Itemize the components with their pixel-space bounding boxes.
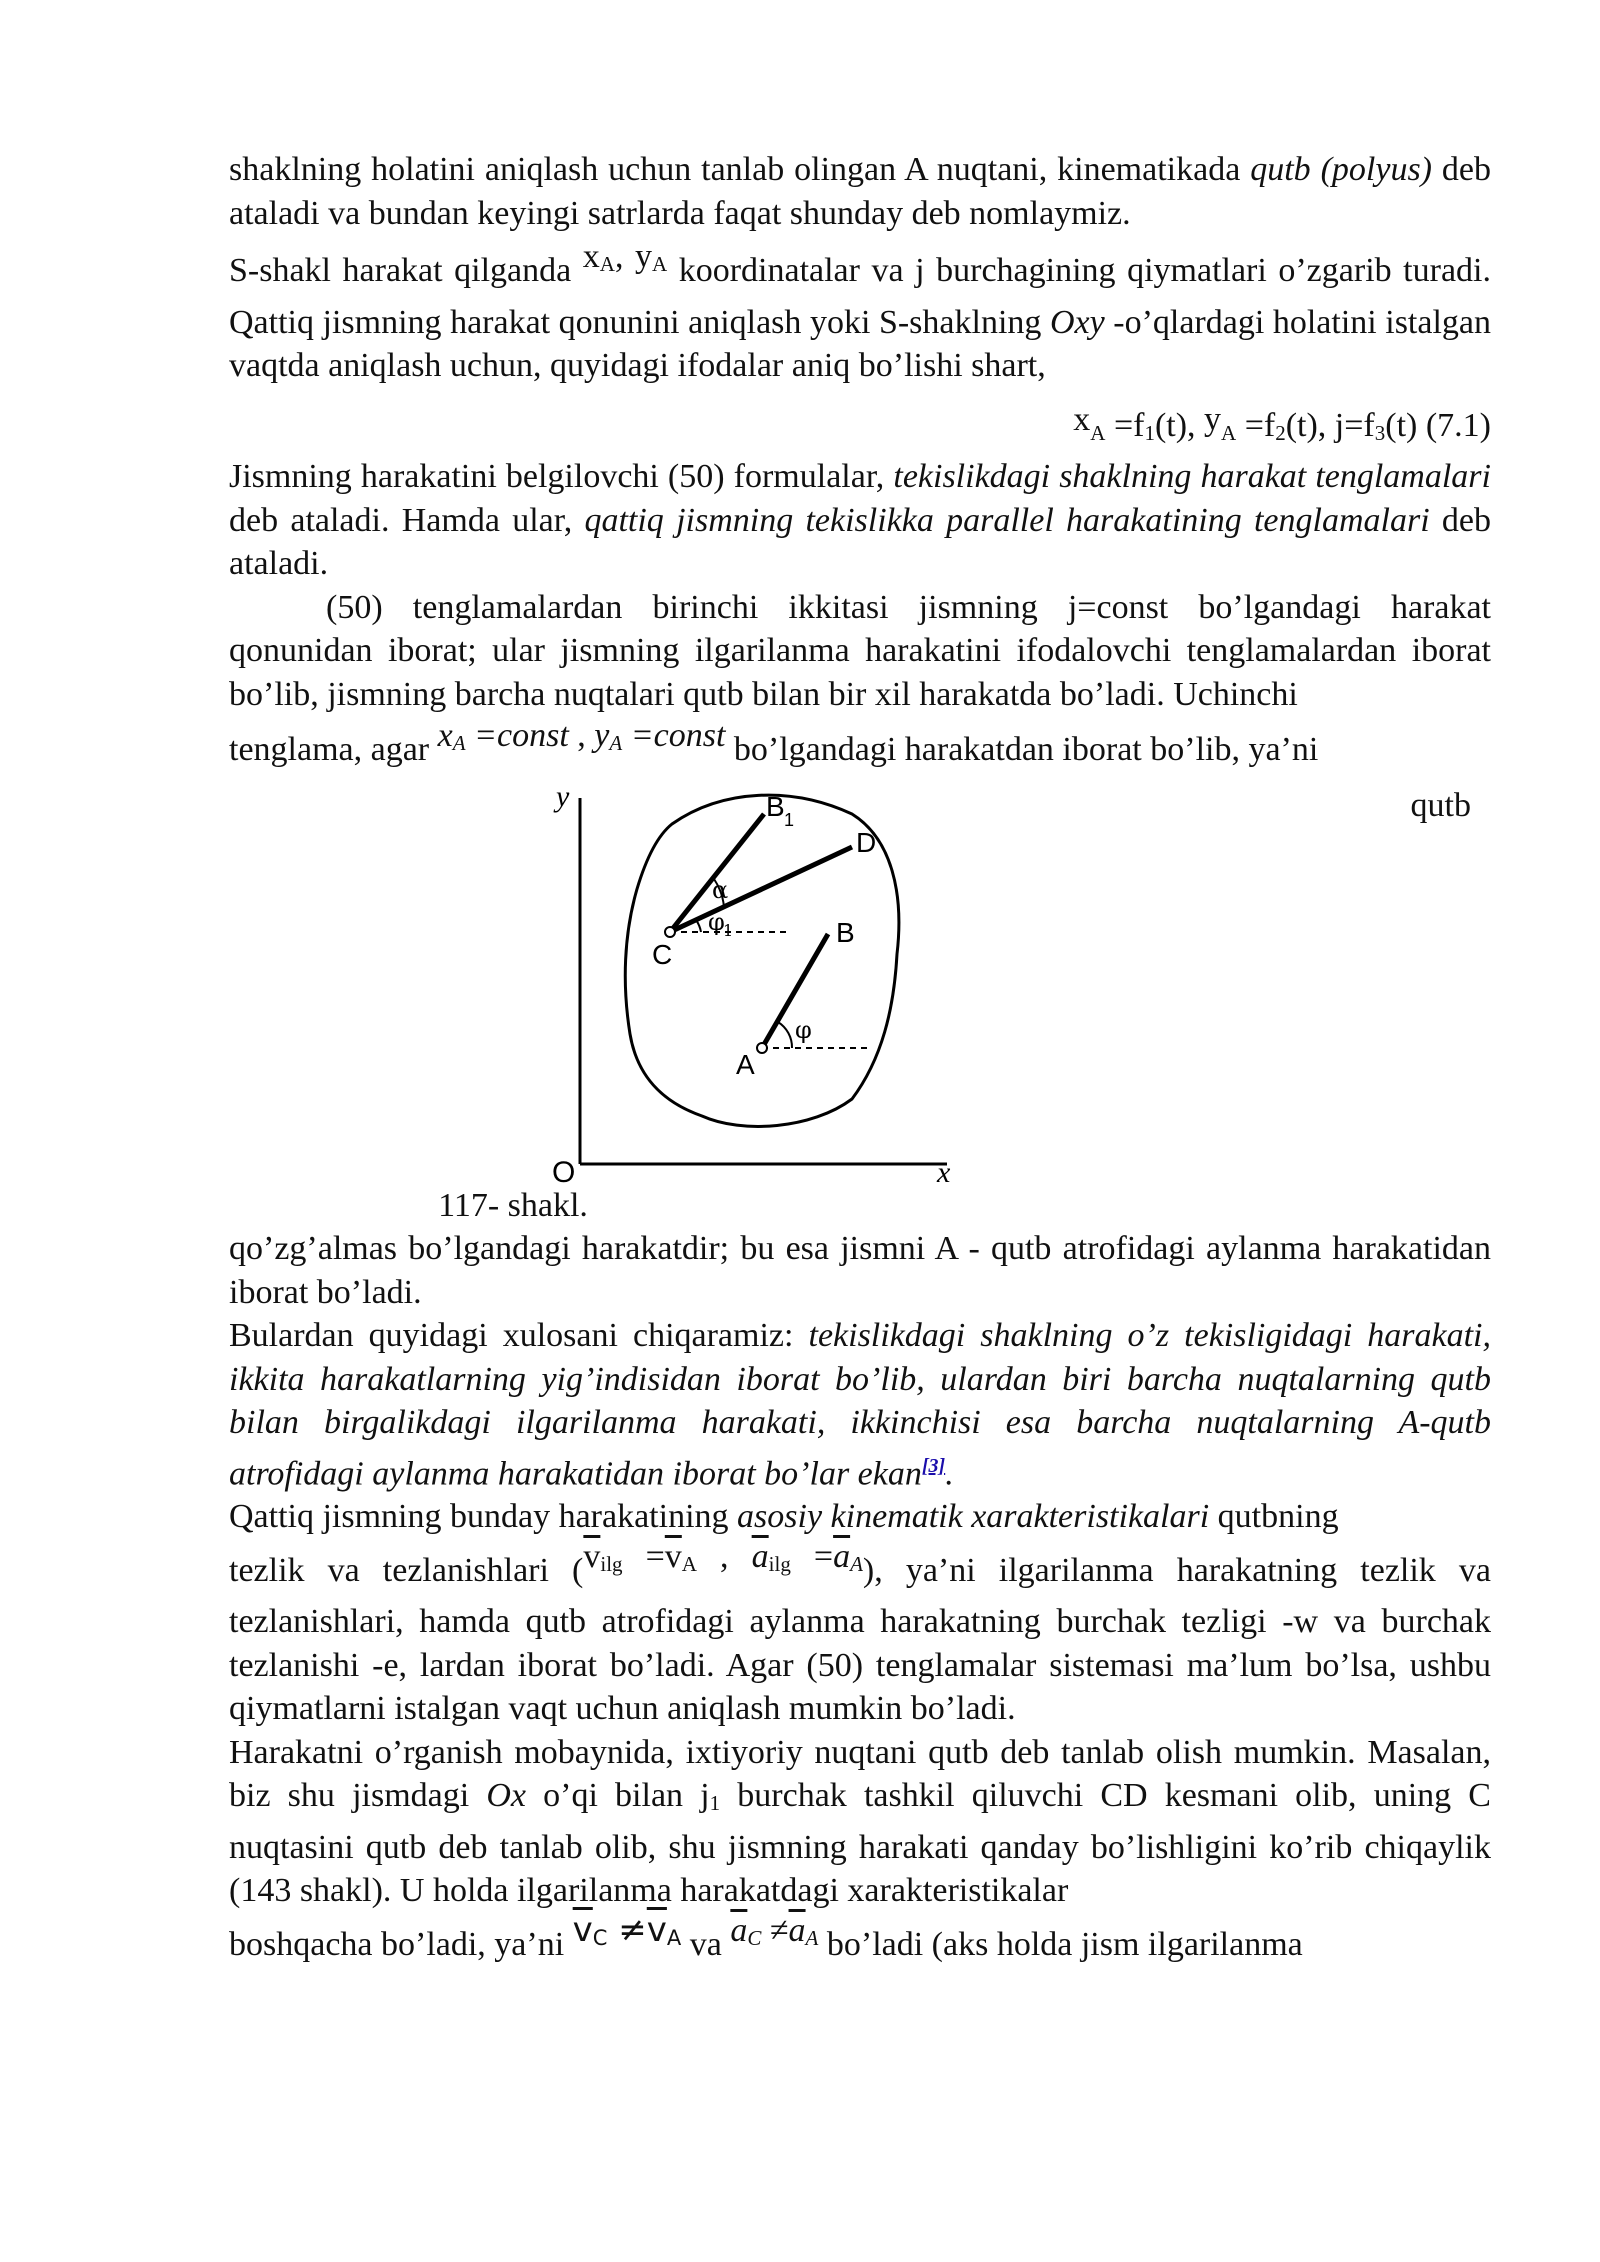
label-b1: B bbox=[766, 790, 785, 822]
paragraph-8-cont: tezlik va tezlanishlari ($\overline{v}ilg =\overline{v}A$ , $\overline{a}ilg =\overline{a}A$), ya’ni ilgarilanma harakatning tezlik va tezlanishlari, hamda qutb atrofidagi aylanma harakatning burchak tezligi -w va burchak tezlanishi -e, lardan iborat bo’ladi. Agar (50) tenglamalar sistemasi ma’lum bo’lsa, ushbu qiymatlarni istalgan vaqt uchun aniqlash mumkin bo’ladi. bbox=[229, 1537, 1491, 1728]
text-qutb: qutb bbox=[1410, 786, 1471, 824]
symbol-xa: xA, yA bbox=[582, 238, 668, 276]
formula-v-ilg: $\overline{v}ilg =\overline{v}A$ , $\overline{a}ilg =\overline{a}A$ bbox=[583, 1537, 863, 1576]
label-alpha: α bbox=[712, 875, 729, 904]
paragraph-9: Harakatni o’rganish mobaynida, ixtiyoriy nuqtani qutb deb tanlab olish mumkin. Masalan, biz shu jismdagi Ox o’qi bilan j1 burchak tashkil qiluvchi CD kesmani olib, uning C nuqtasini qutb deb tanlab olib, shu jismning harakati qanday bo’lishligini ko’rib chiqaylik (143 shakl). U holda ilgarilanma harakatdagi xarakteristikalar bbox=[229, 1733, 1491, 1910]
label-b1-sub: 1 bbox=[784, 809, 795, 830]
text: -o’qlardagi holatini istalgan vaqtda aniqlash uchun, quyidagi ifodalar aniq bo’lishi shart, bbox=[229, 303, 1492, 384]
label-phi1: φ bbox=[708, 907, 725, 936]
paragraph-1 bbox=[229, 148, 1491, 235]
kinematics-diagram bbox=[552, 784, 972, 1184]
label-y: y bbox=[556, 783, 570, 813]
label-a: A bbox=[736, 1048, 755, 1080]
arc-phi1 bbox=[696, 920, 701, 932]
label-phi: φ bbox=[795, 1015, 812, 1044]
figure-117 bbox=[229, 784, 1491, 1184]
paragraph-8: Qattiq jismning bunday harakatining asosiy kinematik xarakteristikalari qutbning bbox=[229, 1498, 1339, 1536]
text: koordinatalar va j burchagining qiymatlari o’zgarib turadi. Qattiq jismning harakat qonunini aniqlash yoki S-shaklning bbox=[229, 252, 1491, 341]
paragraph-6: qo’zg’almas bo’lgandagi harakatdir; bu esa jismni A - qutb atrofidagi aylanma harakatidan iborat bo’ladi. bbox=[229, 1230, 1491, 1311]
label-x: x bbox=[937, 1155, 951, 1184]
label-o: O bbox=[552, 1155, 576, 1184]
text: shaklning holatini aniqlash uchun tanlab olingan A nuqtani, kinematikada bbox=[229, 151, 1251, 188]
term-qutb: qutb (polyus) bbox=[1250, 151, 1432, 188]
figure-caption: 117- shakl. bbox=[438, 1186, 588, 1224]
condition-xa-const: xA =const , yA =const bbox=[437, 717, 726, 755]
text: deb ataladi va bundan keyingi satrlarda faqat shunday deb nomlaymiz. bbox=[229, 151, 1492, 232]
arc-phi bbox=[778, 1022, 792, 1048]
paragraph-4: (50) tenglamalardan birinchi ikkitasi jismning j=const bo’lgandagi harakat qonunidan iborat; ular jismning ilgarilanma harakatini ifodalovchi tenglamalardan iborat bo’lib, jismning barcha nuqtalari qutb bilan bir xil harakatda bo’ladi. Uchinchi bbox=[229, 588, 1491, 713]
paragraph-10: boshqacha bo’ladi, ya’ni $\overline{v}C \ne\overline{v}A$ va $\overline{a}C \ne\overline{a}A$ bo’ladi (aks holda jism ilgarilanma bbox=[229, 1909, 1303, 1963]
paragraph-2 bbox=[229, 238, 1492, 388]
label-phi1-sub: 1 bbox=[723, 920, 734, 940]
point-c bbox=[665, 927, 675, 937]
paragraph-5: tenglama, agar xA =const , yA =const bo’lgandagi harakatdan iborat bo’lib, ya’ni bbox=[229, 717, 1319, 768]
formula-vc-ne-va: $\overline{v}C \ne\overline{v}A$ bbox=[572, 1909, 682, 1950]
footnote-reference[interactable]: [3] bbox=[921, 1454, 946, 1477]
label-b: B bbox=[836, 916, 855, 948]
paragraph-7: Bulardan quyidagi xulosani chiqaramiz: tekislikdagi shaklning o’z tekisligidagi harakati, ikkita harakatlarning yig’indisidan iborat bo’lib, ulardan biri barcha nuqtalarning qutb bilan birgalikdagi ilgarilanma harakati, ikkinchisi esa barcha nuqtalarning A-qutb atrofidagi aylanma harakatidan iborat bo’lar ekan[3]. bbox=[229, 1317, 1492, 1492]
text: S-shakl harakat qilganda bbox=[229, 252, 583, 289]
equation-7-1: xA =f1(t), yA =f2(t), j=f3(t) (7.1) bbox=[1073, 400, 1491, 445]
paragraph-3: Jismning harakatini belgilovchi (50) formulalar, tekislikdagi shaklning harakat tenglamalari deb ataladi. Hamda ular, qattiq jismning tekislikka parallel harakatining tenglamalari deb ataladi. bbox=[229, 458, 1492, 582]
label-d: D bbox=[856, 826, 877, 858]
document-page bbox=[229, 148, 1491, 1974]
point-a bbox=[757, 1043, 767, 1053]
term-oxy: Oxy bbox=[1049, 303, 1105, 341]
segment-cd bbox=[670, 847, 852, 932]
label-c: C bbox=[652, 938, 673, 970]
formula-ac-ne-aa: $\overline{a}C \ne\overline{a}A$ bbox=[730, 1911, 819, 1950]
